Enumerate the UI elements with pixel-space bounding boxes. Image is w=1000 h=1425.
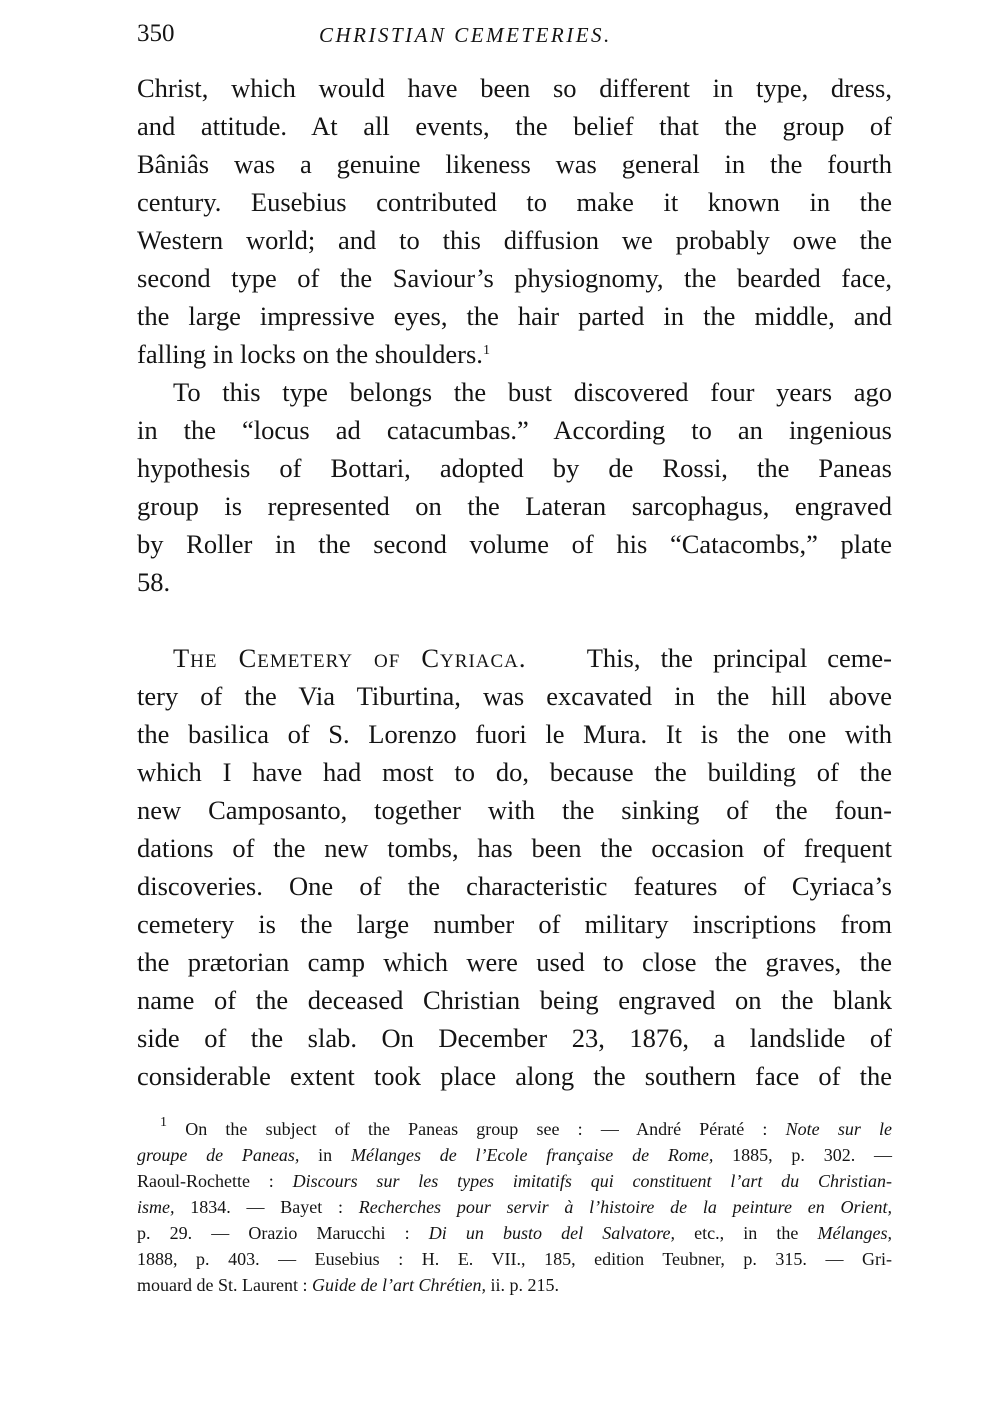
body-line: discoveries. One of the characteristic features of Cyriaca’s bbox=[137, 871, 892, 901]
footnote-title: Note sur le bbox=[785, 1119, 893, 1139]
body-line-text: This, the principal ceme- bbox=[586, 643, 893, 673]
footnote-line bbox=[137, 1220, 892, 1246]
footnote-text: p. 29. — Orazio Marucchi : bbox=[137, 1223, 429, 1243]
footnote-title: Mélanges, bbox=[817, 1223, 892, 1243]
section-heading: The Cemetery of Cyriaca. bbox=[173, 643, 527, 673]
footnote-title: groupe de Paneas, bbox=[137, 1145, 300, 1165]
body-line bbox=[173, 639, 892, 677]
footnote-marker: 1 bbox=[160, 1115, 167, 1130]
body-line: side of the slab. On December 23, 1876, a landslide of bbox=[137, 1023, 892, 1053]
body-line-text: falling in locks on the shoulders. bbox=[137, 339, 483, 369]
footnote-line bbox=[137, 1142, 892, 1168]
footnote-line bbox=[137, 1168, 892, 1194]
footnote-text: etc., in the bbox=[675, 1223, 818, 1243]
body-line: in the “locus ad catacumbas.” According to an ingenious bbox=[137, 415, 892, 445]
body-line: second type of the Saviour’s physiognomy, the bearded face, bbox=[137, 263, 892, 293]
footnote-title: Mélanges de l’Ecole française de Rome, bbox=[350, 1145, 714, 1165]
body-line: and attitude. At all events, the belief that the group of bbox=[137, 111, 892, 141]
footnote-text: 1834. — Bayet : bbox=[174, 1197, 359, 1217]
footnote-line bbox=[137, 1194, 892, 1220]
footnote-line bbox=[137, 1272, 892, 1298]
footnote-text: ii. p. 215. bbox=[485, 1275, 559, 1295]
body-line: which I have had most to do, because the building of the bbox=[137, 757, 892, 787]
body-line: Christ, which would have been so different in type, dress, bbox=[137, 73, 892, 103]
running-title: CHRISTIAN CEMETERIES. bbox=[319, 23, 612, 47]
body-line: the large impressive eyes, the hair parted in the middle, and bbox=[137, 301, 892, 331]
body-line: name of the deceased Christian being engraved on the blank bbox=[137, 985, 892, 1015]
body-line: 58. bbox=[137, 567, 171, 597]
footnote-reference: 1 bbox=[482, 343, 490, 358]
running-head bbox=[137, 18, 892, 50]
body-line: the basilica of S. Lorenzo fuori le Mura. It is the one with bbox=[137, 719, 892, 749]
body-line: considerable extent took place along the southern face of the bbox=[137, 1061, 892, 1091]
footnote-text: Raoul-Rochette : bbox=[137, 1171, 293, 1191]
body-line: tery of the Via Tiburtina, was excavated in the hill above bbox=[137, 681, 892, 711]
footnote-title: Guide de l’art Chrétien, bbox=[311, 1275, 486, 1295]
body-line: Bâniâs was a genuine likeness was general in the fourth bbox=[137, 149, 892, 179]
body-line: new Camposanto, together with the sinking of the foun- bbox=[137, 795, 892, 825]
footnote-text: On the subject of the Paneas group see : — André Pératé : bbox=[185, 1119, 786, 1139]
body-line: century. Eusebius contributed to make it known in the bbox=[137, 187, 892, 217]
footnote-title: Discours sur les types imitatifs qui constituent l’art du Christian- bbox=[292, 1171, 892, 1191]
footnote-title: Di un busto del Salvatore, bbox=[428, 1223, 676, 1243]
body-line: the prætorian camp which were used to close the graves, the bbox=[137, 947, 892, 977]
body-line: hypothesis of Bottari, adopted by de Rossi, the Paneas bbox=[137, 453, 892, 483]
footnote-line bbox=[160, 1116, 892, 1142]
body-line: Western world; and to this diffusion we probably owe the bbox=[137, 225, 892, 255]
footnote-text: 1885, p. 302. — bbox=[713, 1145, 893, 1165]
body-line: cemetery is the large number of military inscriptions from bbox=[137, 909, 892, 939]
body-line: To this type belongs the bust discovered four years ago bbox=[173, 377, 892, 407]
body-line: by Roller in the second volume of his “Catacombs,” plate bbox=[137, 529, 892, 559]
footnote-title: Recherches pour servir à l’histoire de la peinture en Orient, bbox=[358, 1197, 892, 1217]
page-number: 350 bbox=[137, 20, 175, 47]
body-line: dations of the new tombs, has been the occasion of frequent bbox=[137, 833, 892, 863]
body-line bbox=[137, 335, 892, 373]
footnote-title: isme, bbox=[137, 1197, 175, 1217]
footnote-text: in bbox=[299, 1145, 351, 1165]
footnote-line: 1888, p. 403. — Eusebius : H. E. VII., 185, edition Teubner, p. 315. — Gri- bbox=[137, 1249, 892, 1269]
body-line: group is represented on the Lateran sarcophagus, engraved bbox=[137, 491, 892, 521]
footnote-text: mouard de St. Laurent : bbox=[137, 1275, 312, 1295]
